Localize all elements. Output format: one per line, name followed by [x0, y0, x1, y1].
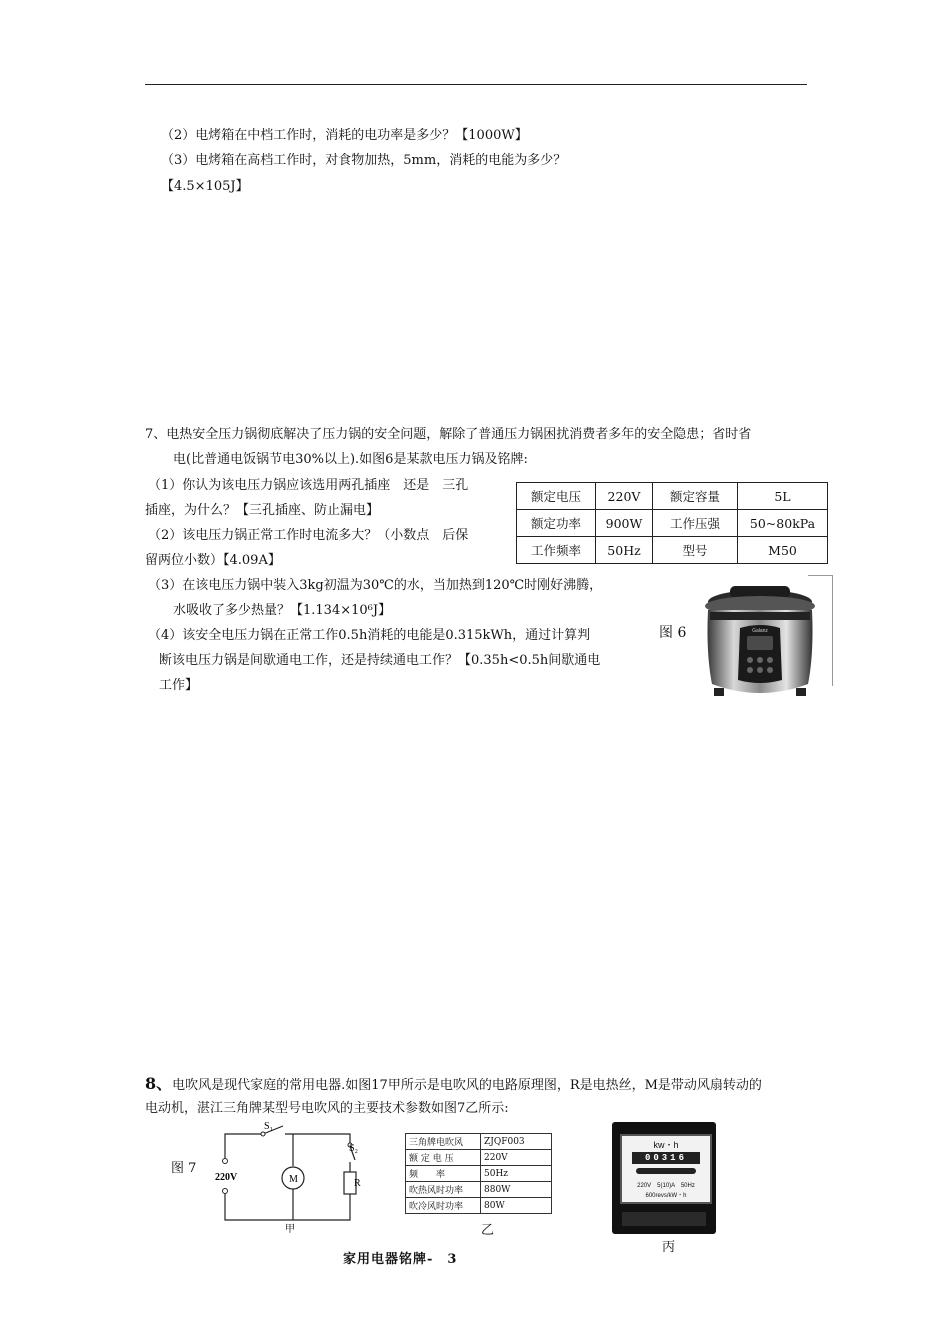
q7-intro-line2: 电(比普通电饭锅节电30%以上).如图6是某款电压力锅及铭牌: [173, 452, 528, 467]
table-row: 工作频率 50Hz 型号 M50 [517, 537, 828, 564]
meter-face [620, 1134, 712, 1204]
q7-part2-line2: 留两位小数）【4.09A】 [145, 553, 281, 568]
q7-part4-line3: 工作】 [159, 678, 199, 693]
pressure-cooker-image [700, 584, 820, 702]
switch-s1-label: S₁ [264, 1121, 274, 1132]
table-row: 频 率 50Hz [406, 1166, 552, 1182]
q7-part2-line1: （2）该电压力锅正常工作时电流多大？（小数点 后保 [148, 528, 469, 543]
page-footer: 家用电器铭牌- 3 [343, 1252, 458, 1267]
figure-6-label: 图 6 [659, 625, 687, 641]
q7-part4-line2: 断该电压力锅是间歇通电工作，还是持续通电工作？【0.35h<0.5h间歇通电 [159, 653, 601, 668]
q7-part3-line1: （3）在该电压力锅中装入3kg初温为30℃的水，当加热到120℃时刚好沸腾， [148, 578, 603, 593]
switch-s2-label: S₂ [349, 1143, 359, 1154]
table-row: 吹热风时功率 880W [406, 1182, 552, 1198]
header-rule [145, 84, 807, 85]
question-6-part-3-answer: 【4.5×105J】 [161, 179, 249, 194]
q7-part3-line2: 水吸收了多少热量？【1.134×10⁶J】 [173, 603, 392, 618]
cooker-brand-logo: Galanz [752, 628, 768, 634]
meter-unit: kw・h [653, 1140, 679, 1150]
table-row: 吹冷风时功率 80W [406, 1198, 552, 1214]
q7-part1-line1: （1）你认为该电压力锅应该选用两孔插座 还是 三孔 [148, 478, 469, 493]
electricity-meter-image [612, 1122, 716, 1234]
meter-reading: 00316 [632, 1152, 700, 1164]
q7-part1-line2: 插座，为什么？【三孔插座、防止漏电】 [145, 503, 380, 518]
q8-line2: 电动机，湛江三角牌某型号电吹风的主要技术参数如图7乙所示: [145, 1101, 509, 1116]
q8-line1 [145, 1075, 762, 1095]
meter-terminal-cover [622, 1212, 706, 1226]
resistor-label: R [354, 1178, 361, 1189]
hairdryer-circuit-diagram [205, 1118, 365, 1236]
meter-caption: 丙 [662, 1240, 676, 1255]
spec-table-caption: 乙 [481, 1223, 495, 1238]
hairdryer-spec-table [405, 1133, 552, 1214]
circuit-caption: 甲 [285, 1224, 295, 1235]
q8-line1-text: 电吹风是现代家庭的常用电器.如图17甲所示是电吹风的电路原理图，R是电热丝，M是带动风扇转动的 [172, 1078, 762, 1093]
meter-revs: 600revs/kW・h [645, 1193, 687, 1199]
table-row: 额 定 电 压 220V [406, 1150, 552, 1166]
figure-7-label: 图 7 [171, 1161, 197, 1176]
question-6-part-3: （3）电烤箱在高档工作时，对食物加热，5mm，消耗的电能为多少？ [161, 153, 567, 168]
q8-number: 8、 [145, 1074, 173, 1093]
motor-label: M [289, 1174, 298, 1185]
question-6-part-2: （2）电烤箱在中档工作时，消耗的电功率是多少？【1000W】 [161, 128, 528, 143]
table-row: 额定电压 220V 额定容量 5L [517, 483, 828, 510]
meter-rating: 220V 5(10)A 50Hz [637, 1183, 695, 1189]
q7-intro-line1: 7、电热安全压力锅彻底解决了压力锅的安全问题，解除了普通压力锅困扰消费者多年的安全隐患；省时省 [145, 427, 752, 442]
meter-disc [636, 1168, 696, 1174]
q7-part4-line1: （4）该安全电压力锅在正常工作0.5h消耗的电能是0.315kWh，通过计算判 [148, 628, 591, 643]
table-row: 三角牌电吹风 ZJQF003 [406, 1134, 552, 1150]
cooker-nameplate-table [516, 482, 828, 564]
voltage-label: 220V [215, 1172, 238, 1183]
table-row: 额定功率 900W 工作压强 50~80kPa [517, 510, 828, 537]
